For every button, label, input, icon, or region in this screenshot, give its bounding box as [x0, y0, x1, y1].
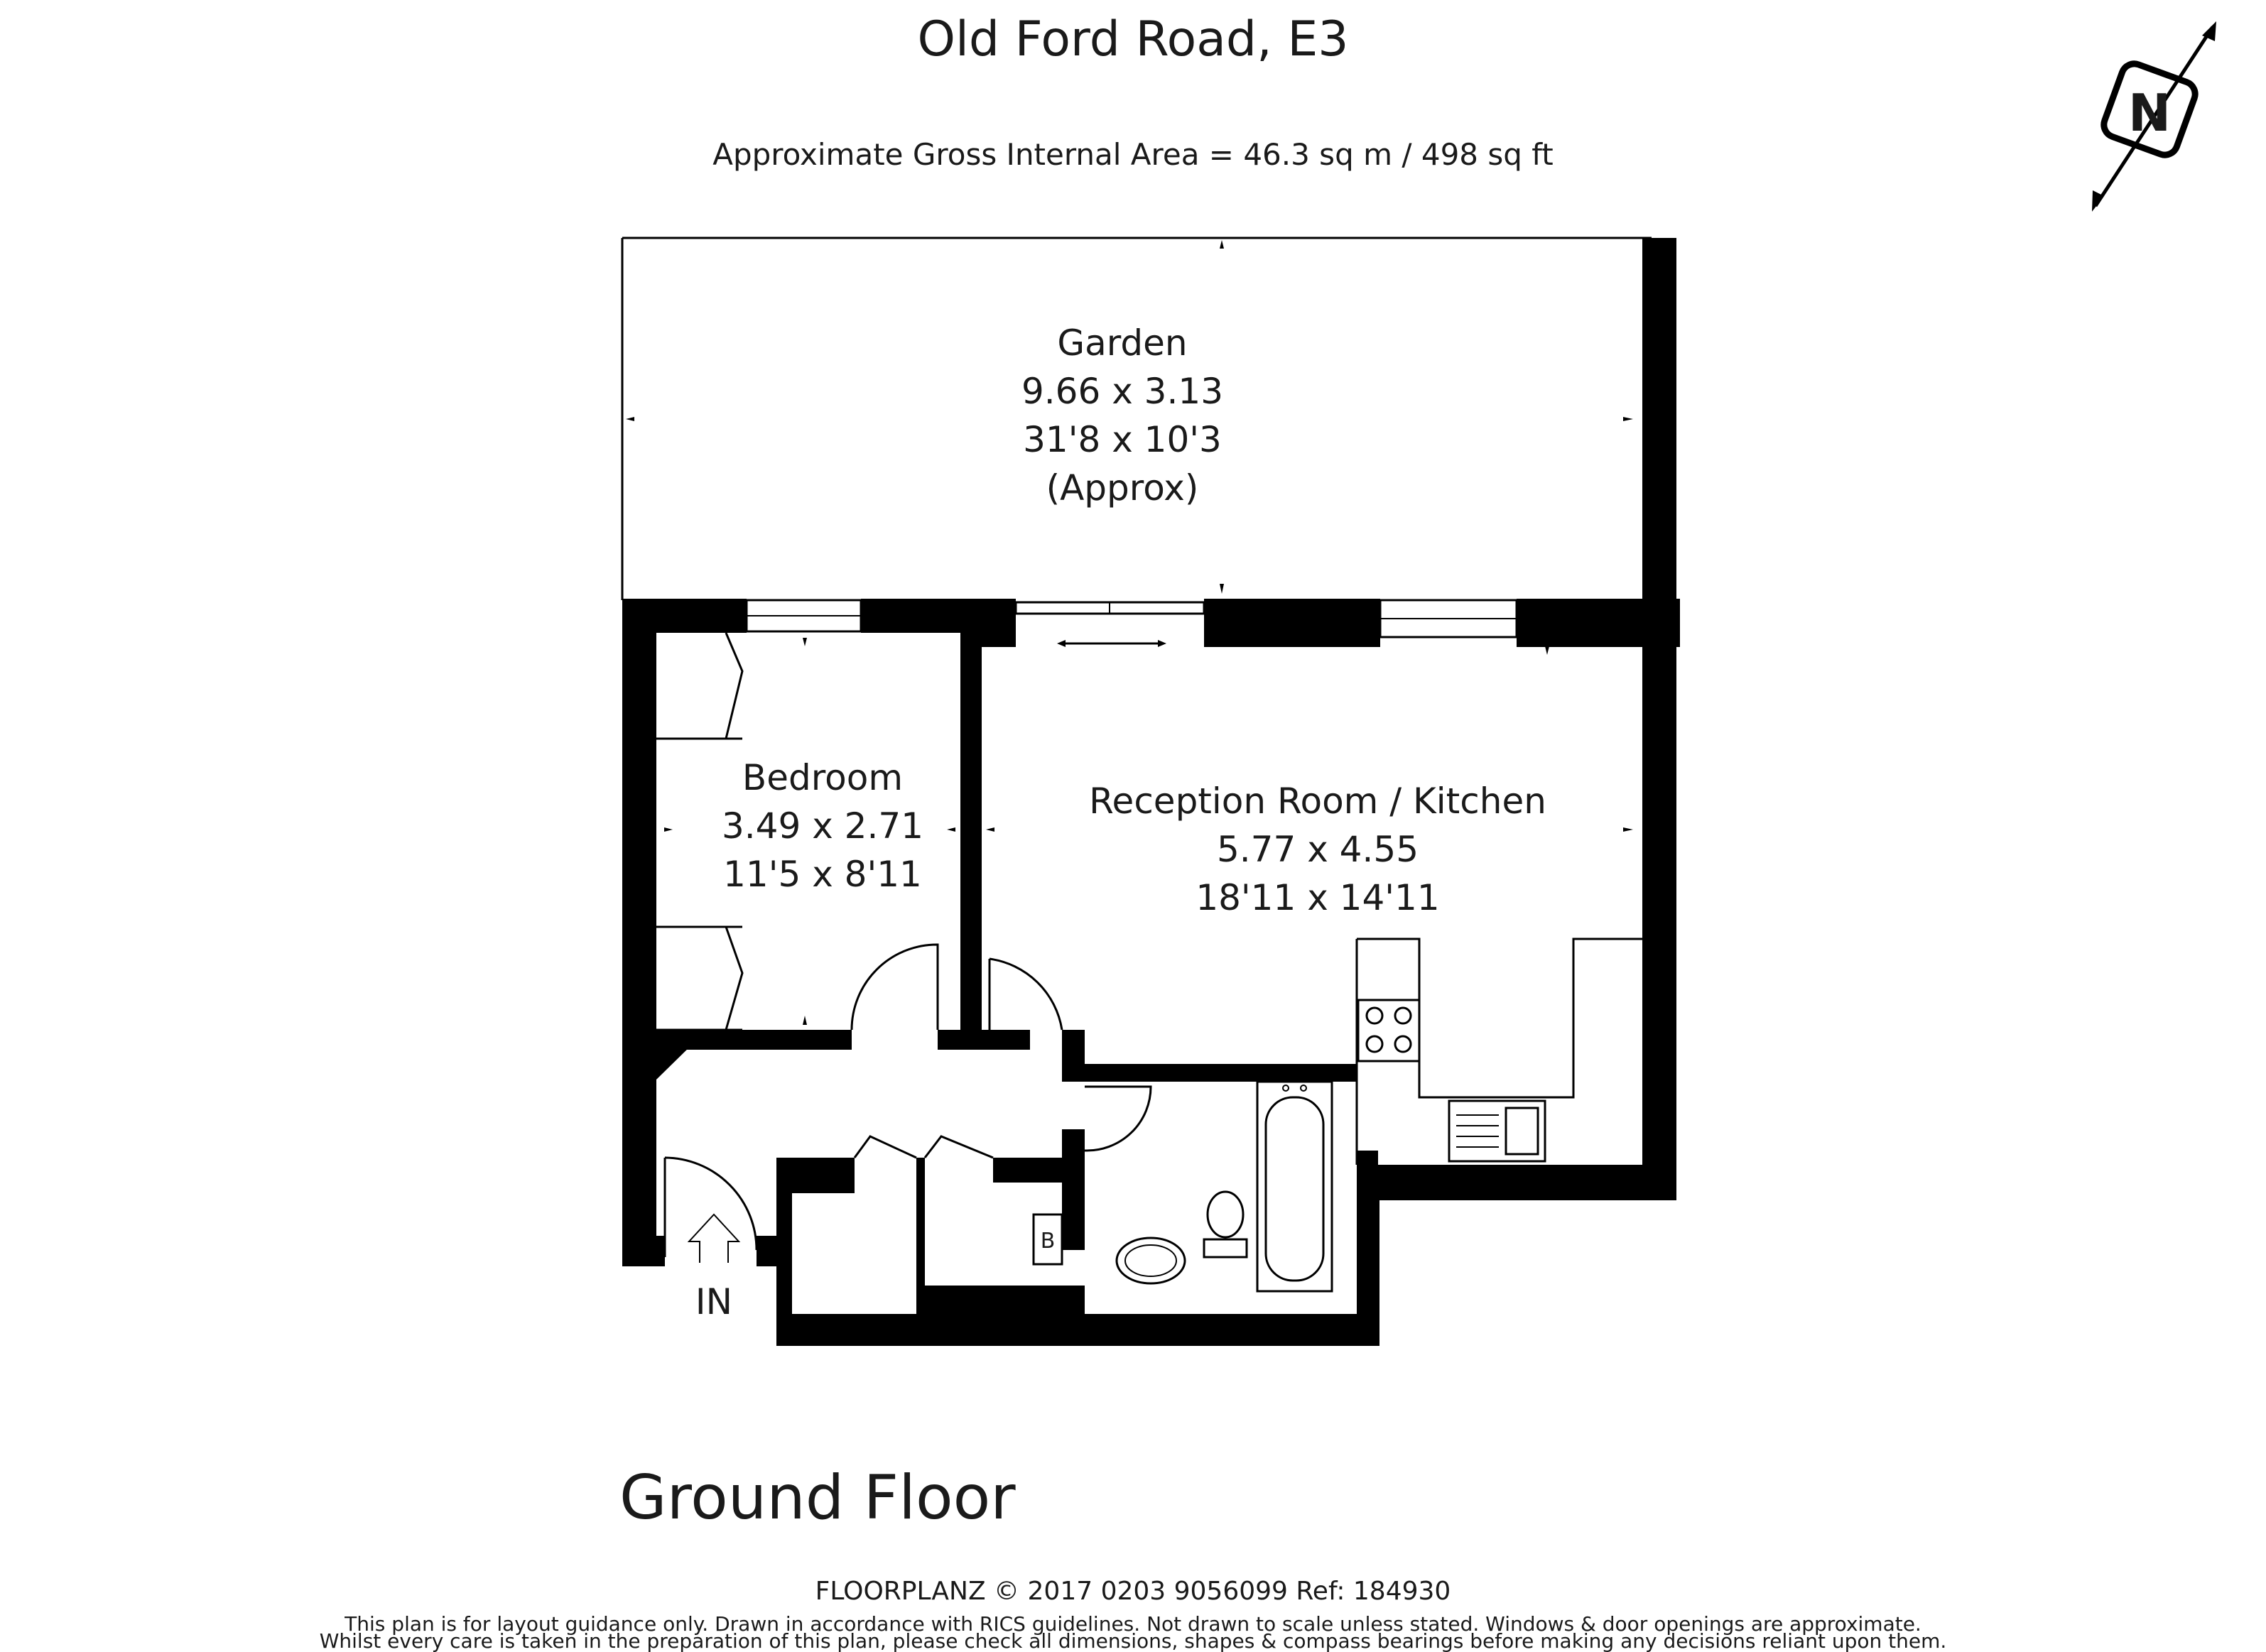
bathtub-icon	[1257, 1082, 1332, 1291]
sink-icon	[1449, 1101, 1545, 1161]
bedroom-imperial: 11'5 x 8'11	[723, 854, 922, 895]
compass-icon	[2092, 21, 2216, 212]
entrance-label: IN	[695, 1281, 733, 1322]
hob-icon	[1358, 1000, 1419, 1061]
sliding-door-arrow-icon	[1057, 640, 1166, 647]
bedroom-metric: 3.49 x 2.71	[721, 805, 924, 847]
reception-label	[1089, 781, 1546, 918]
garden-name: Garden	[1057, 322, 1188, 364]
plan-area-subtitle: Approximate Gross Internal Area = 46.3 sq m / 498 sq ft	[712, 137, 1554, 172]
boiler-cupboard	[1034, 1214, 1062, 1264]
garden-metric: 9.66 x 3.13	[1021, 371, 1224, 412]
bedroom-label	[722, 757, 923, 895]
reception-name: Reception Room / Kitchen	[1089, 781, 1546, 822]
boiler-label: B	[1040, 1229, 1056, 1254]
plan-title: Old Ford Road, E3	[917, 11, 1349, 67]
garden-note: (Approx)	[1046, 467, 1199, 509]
footer-disclaimer-line1: This plan is for layout guidance only. Drawn in accordance with RICS guidelines. Not drawn to scale unless stated. Windows & door openings are approximate.	[345, 1612, 1921, 1636]
garden-label	[1021, 322, 1223, 509]
bedroom-name: Bedroom	[742, 757, 904, 798]
floor-label: Ground Floor	[619, 1462, 1016, 1533]
reception-imperial: 18'11 x 14'11	[1196, 877, 1440, 918]
toilet-icon	[1204, 1192, 1247, 1257]
washbasin-icon	[1117, 1238, 1185, 1283]
footer-disclaimer-line2: Whilst every care is taken in the preparation of this plan, please check all dimensions, shapes & compass bearings before making any decisions reliant upon them.	[319, 1629, 1947, 1652]
footer-credit: FLOORPLANZ © 2017 0203 9056099 Ref: 184930	[815, 1577, 1451, 1606]
compass-label: N	[2127, 83, 2172, 143]
entrance-arrow-icon	[689, 1214, 739, 1263]
garden-imperial: 31'8 x 10'3	[1023, 419, 1222, 460]
reception-metric: 5.77 x 4.55	[1216, 829, 1419, 870]
